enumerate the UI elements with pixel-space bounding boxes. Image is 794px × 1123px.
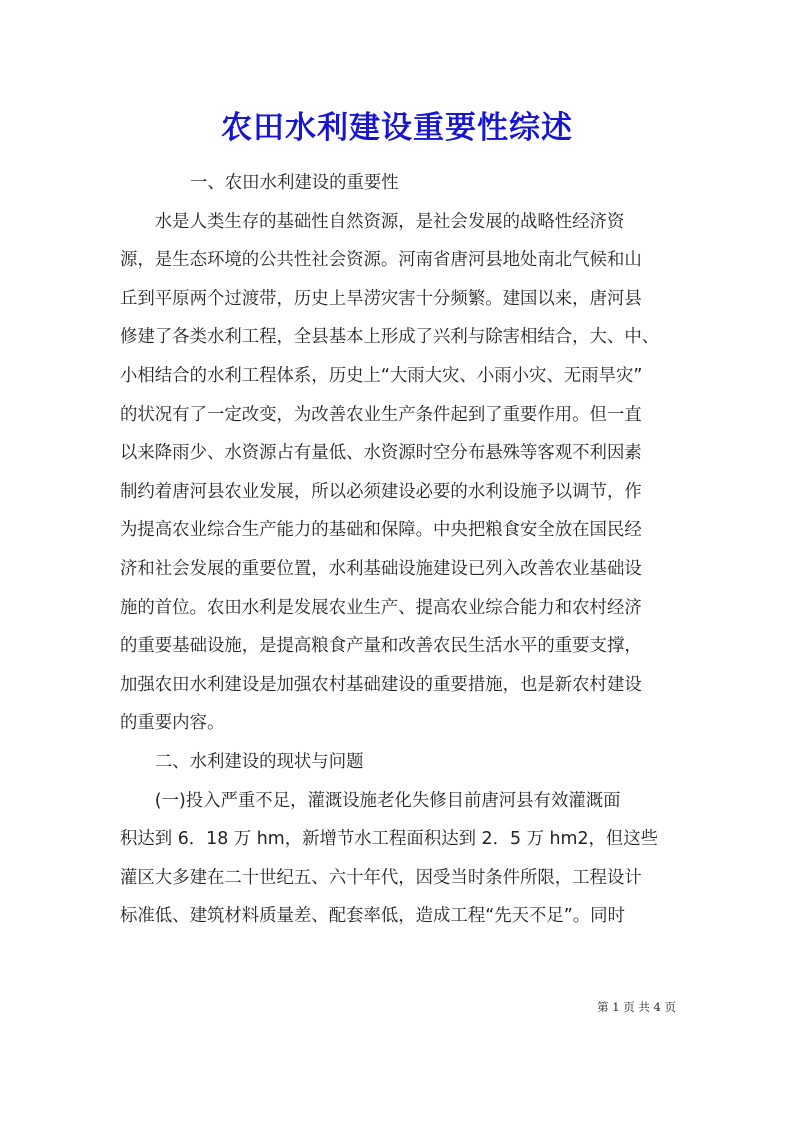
paragraph-line: 以来降雨少、水资源占有量低、水资源时空分布悬殊等客观不利因素 xyxy=(120,443,642,464)
document-body xyxy=(120,164,676,936)
paragraph-line: 施的首位。农田水利是发展农业生产、提高农业综合能力和农村经济 xyxy=(120,597,642,618)
paragraph-line: 的状况有了一定改变，为改善农业生产条件起到了重要作用。但一直 xyxy=(120,404,642,425)
paragraph-line: 济和社会发展的重要位置，水利基础设施建设已列入改善农业基础设 xyxy=(120,558,642,579)
page-number: 第 1 页 共 4 页 xyxy=(597,1000,676,1014)
paragraph-line: 修建了各类水利工程，全县基本上形成了兴利与除害相结合，大、中、 xyxy=(120,327,660,348)
paragraph-line: 水是人类生存的基础性自然资源，是社会发展的战略性经济资 xyxy=(120,211,625,232)
paragraph-line: 的重要基础设施，是提高粮食产量和改善农民生活水平的重要支撑， xyxy=(120,636,642,657)
paragraph-line: 加强农田水利建设是加强农村基础建设的重要措施，也是新农村建设 xyxy=(120,674,642,695)
document-title: 农田水利建设重要性综述 xyxy=(221,110,573,146)
paragraph-line: 制约着唐河县农业发展，所以必须建设必要的水利设施予以调节，作 xyxy=(120,481,642,502)
paragraph-line: 的重要内容。 xyxy=(120,713,225,734)
paragraph-line: 灌区大多建在二十世纪五、六十年代，因受当时条件所限，工程设计 xyxy=(120,867,642,888)
section-heading-1: 一、农田水利建设的重要性 xyxy=(190,173,399,193)
paragraph-line: 积达到 6．18 万 hm，新增节水工程面积达到 2．5 万 hm2，但这些 xyxy=(120,829,659,850)
paragraph-line: 源，是生态环境的公共性社会资源。河南省唐河县地处南北气候和山 xyxy=(120,250,642,271)
paragraph-line: 小相结合的水利工程体系，历史上“大雨大灾、小雨小灾、无雨旱灾” xyxy=(120,365,643,386)
section-heading-2: 二、水利建设的现状与问题 xyxy=(120,751,364,772)
paragraph-line: (一)投入严重不足，灌溉设施老化失修目前唐河县有效灌溉面 xyxy=(120,790,621,811)
paragraph-line: 标准低、建筑材料质量差、配套率低，造成工程“先天不足”。同时 xyxy=(120,906,625,927)
paragraph-line: 为提高农业综合生产能力的基础和保障。中央把粮食安全放在国民经 xyxy=(120,520,642,541)
paragraph-line: 丘到平原两个过渡带，历史上旱涝灾害十分频繁。建国以来，唐河县 xyxy=(120,288,642,309)
